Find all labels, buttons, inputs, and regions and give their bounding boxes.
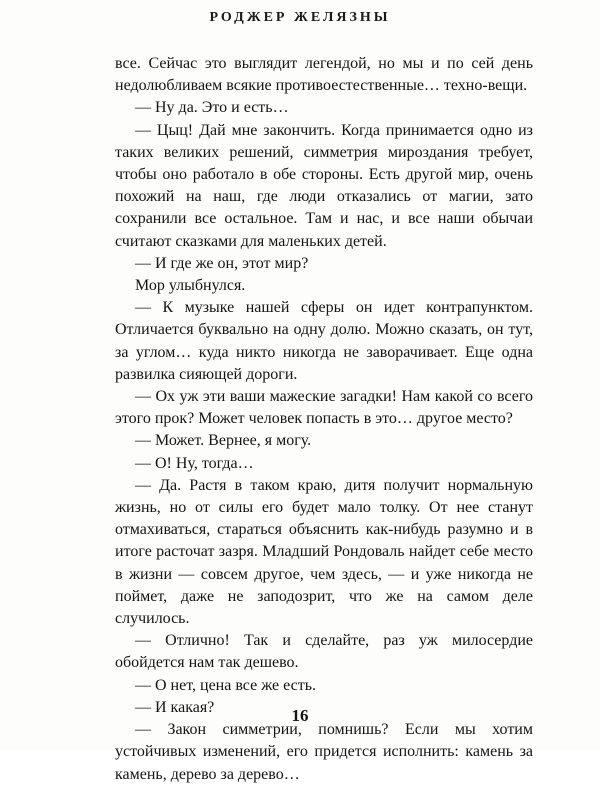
paragraph: — Отлично! Так и сделайте, раз уж милосердие обойдется нам так дешево.: [115, 632, 533, 672]
paragraph: — Закон симметрии, помнишь? Если мы хотим устойчивых изменений, его придется исполнить: камень за камень, дерево за дерево…: [115, 721, 533, 783]
paragraph: — О нет, цена все же есть.: [135, 676, 317, 694]
body-text: [115, 53, 533, 786]
paragraph: — Ох уж эти ваши мажеские загадки! Нам какой со всего этого прок? Может человек попасть в это… другое место?: [115, 388, 533, 428]
paragraph: — И какая?: [135, 698, 215, 716]
running-title: РОДЖЕР ЖЕЛЯЗНЫ: [209, 10, 391, 25]
paragraph: все. Сейчас это выглядит легендой, но мы и по сей день недолюбливаем всякие противоестественные… техно-вещи.: [115, 55, 533, 95]
paragraph: — К музыке нашей сферы он идет контрапунктом. Отличается буквально на одну долю. Можно сказать, он тут, за углом… куда никто никогда не заворачивает. Еще одна развилка сияющей дороги.: [115, 299, 533, 383]
paragraph: Мор улыбнулся.: [135, 277, 246, 295]
paragraph: — Да. Растя в таком краю, дитя получит нормальную жизнь, но от силы его будет мало толку. От нее станут отмахиваться, стараться объяснить как-нибудь разумно и в итоге расточат зазря. Младший Рондоваль найдет себе место в жизни — совсем другое, чем здесь, — и уже никогда не поймет, даже не заподозрит, что же на самом деле случилось.: [115, 476, 533, 628]
paragraph: — И где же он, этот мир?: [135, 254, 309, 272]
paragraph: — Ну да. Это и есть…: [135, 99, 289, 117]
paragraph: — О! Ну, тогда…: [135, 454, 254, 472]
page-number: 16: [291, 706, 309, 725]
paragraph: — Цыц! Дай мне закончить. Когда принимается одно из таких великих решений, симметрия мироздания требует, чтобы оно работало в обе стороны. Есть другой мир, очень похожий на наш, где люди отказались от магии, зато сохранили все остальное. Там и нас, и все наши обычаи считают сказками для маленьких детей.: [115, 121, 533, 250]
paragraph: — Может. Вернее, я могу.: [135, 432, 312, 450]
